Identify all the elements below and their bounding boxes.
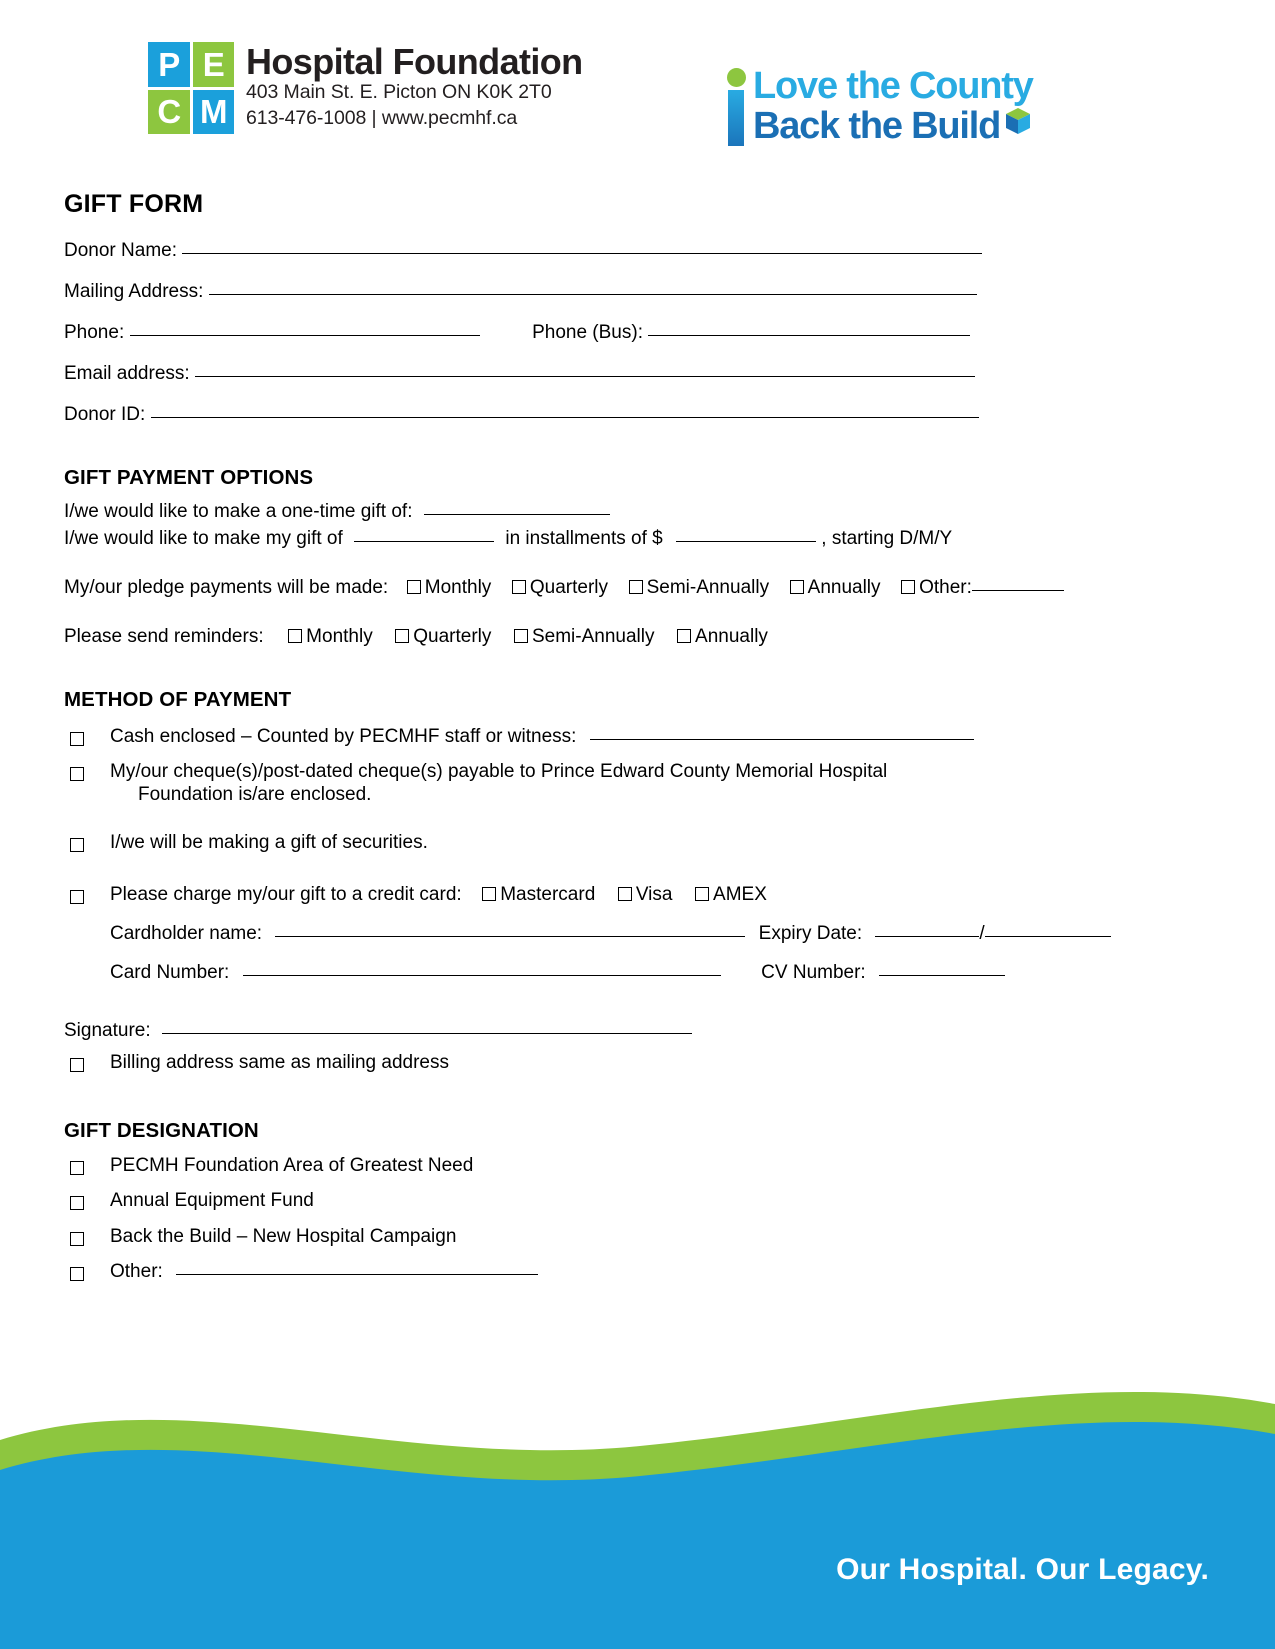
logo-text-block [246,42,583,132]
row-signature [64,1021,1211,1040]
checkbox-pledge-monthly[interactable] [407,580,421,594]
checkbox-reminder-annually[interactable] [677,629,691,643]
row-installment-gift [64,529,1211,548]
checkbox-col [64,1261,110,1286]
checkbox-reminder-semi-annually[interactable] [514,629,528,643]
pecm-letter-e: E [193,42,235,87]
field-mailing-address [64,282,1211,301]
section-heading-method-of-payment: METHOD OF PAYMENT [64,688,292,711]
row-cardholder-name [64,923,1211,946]
label-pledge-semi-annually: Semi-Annually [646,577,770,598]
phone-bus-input[interactable] [648,335,970,336]
label-cheque-line-2: Foundation is/are enclosed. [138,783,372,805]
cardholder-name-input[interactable] [275,936,745,937]
email-address-input[interactable] [195,376,975,377]
mailing-address-input[interactable] [209,294,977,295]
field-label-phone: Phone: [64,322,125,343]
label-reminder-annually: Annually [695,626,768,647]
page-header [0,32,1275,152]
checkbox-col [64,1155,110,1180]
designation-back-the-build [64,1226,1211,1251]
payment-method-securities [64,832,1211,857]
phone-input[interactable] [130,335,480,336]
label-annual-equipment-fund: Annual Equipment Fund [110,1190,314,1212]
organization-contact: 613-476-1008 | www.pecmhf.ca [246,107,518,130]
label-installment-mid: in installments of $ [505,528,663,549]
label-installment-suffix: , starting D/M/Y [821,528,953,549]
pledge-other-input[interactable] [972,590,1064,591]
field-label-donor-name: Donor Name: [64,240,177,261]
row-one-time-gift [64,502,1211,521]
page-title: GIFT FORM [64,190,204,218]
label-card-visa: Visa [635,883,673,905]
cash-witness-input[interactable] [590,739,974,740]
label-billing-same-as-mailing: Billing address same as mailing address [110,1051,449,1073]
checkbox-col [64,832,110,857]
organization-address: 403 Main St. E. Picton ON K0K 2T0 [246,81,552,104]
checkbox-card-visa[interactable] [618,887,632,901]
section-heading-gift-designation: GIFT DESIGNATION [64,1119,259,1143]
installment-amount-input[interactable] [676,541,816,542]
payment-method-cash [64,726,1211,751]
organization-name: Hospital Foundation [246,41,583,82]
pecm-letter-c: C [148,90,190,135]
row-pledge-frequency [64,578,1211,597]
footer-tagline: Our Hospital. Our Legacy. [836,1553,1209,1586]
field-label-mailing-address: Mailing Address: [64,281,204,302]
label-installment-prefix: I/we would like to make my gift of [64,528,343,549]
i-stem-icon [728,90,744,146]
label-area-of-greatest-need: PECMH Foundation Area of Greatest Need [110,1155,474,1177]
field-donor-name [64,241,1211,260]
donor-id-input[interactable] [151,417,979,418]
cv-number-input[interactable] [879,975,1005,976]
field-phone-row [64,323,1211,342]
signature-input[interactable] [162,1033,692,1034]
payment-method-credit-card-text [110,884,1211,906]
checkbox-annual-equipment-fund[interactable] [70,1196,84,1210]
campaign-line-2: Back the Build [753,105,1001,148]
form-sheet [0,190,1275,1287]
label-signature: Signature: [64,1019,151,1041]
pecm-letter-m: M [193,90,235,135]
checkbox-card-mastercard[interactable] [482,887,496,901]
campaign-line-1: Love the County [753,65,1033,107]
checkbox-gift-of-securities[interactable] [70,838,84,852]
designation-other-text [110,1261,1211,1283]
designation-other [64,1261,1211,1286]
row-billing-same [64,1052,1211,1077]
checkbox-billing-same-as-mailing[interactable] [70,1058,84,1072]
checkbox-reminder-quarterly[interactable] [395,629,409,643]
checkbox-cash-enclosed[interactable] [70,732,84,746]
page-footer [0,1374,1275,1649]
pecm-logo-mark [148,42,234,134]
installment-total-input[interactable] [354,541,494,542]
expiry-separator: / [979,923,985,945]
checkbox-credit-card[interactable] [70,890,84,904]
checkbox-reminder-monthly[interactable] [288,629,302,643]
label-pledge-other: Other: [919,577,972,598]
label-reminder-semi-annually: Semi-Annually [531,626,655,647]
i-dot-icon [727,68,746,87]
label-card-amex: AMEX [713,883,767,905]
row-reminders [64,627,1211,646]
label-reminder-monthly: Monthly [306,626,373,647]
label-card-mastercard: Mastercard [500,883,596,905]
label-reminders: Please send reminders: [64,626,264,647]
field-label-email-address: Email address: [64,363,190,384]
field-label-donor-id: Donor ID: [64,404,146,425]
label-reminder-quarterly: Quarterly [413,626,492,647]
checkbox-col [64,1226,110,1251]
checkbox-pledge-quarterly[interactable] [512,580,526,594]
designation-equipment-fund [64,1190,1211,1215]
label-cash-enclosed: Cash enclosed – Counted by PECMHF staff or witness: [110,726,577,747]
label-pledge-frequency: My/our pledge payments will be made: [64,577,389,598]
designation-greatest-need [64,1155,1211,1180]
pecmhf-logo [148,42,583,134]
pecm-letter-p: P [148,42,190,87]
designation-other-input[interactable] [176,1274,538,1275]
one-time-gift-amount-input[interactable] [424,514,610,515]
checkbox-designation-other[interactable] [70,1267,84,1281]
section-heading-gift-payment-options: GIFT PAYMENT OPTIONS [64,466,314,489]
i-love-the-county-logo [726,65,1033,148]
label-back-the-build: Back the Build – New Hospital Campaign [110,1225,457,1247]
field-email-address [64,364,1211,383]
cube-icon [1003,105,1033,143]
checkbox-card-amex[interactable] [695,887,709,901]
checkbox-col [64,761,110,786]
label-cheque-line-1: My/our cheque(s)/post-dated cheque(s) payable to Prince Edward County Memorial Hospital [110,761,888,783]
donor-name-input[interactable] [182,253,982,254]
checkbox-pledge-annually[interactable] [790,580,804,594]
checkbox-pledge-semi-annually[interactable] [629,580,643,594]
row-card-number [64,962,1211,985]
label-one-time-gift: I/we would like to make a one-time gift of: [64,501,413,522]
checkbox-area-of-greatest-need[interactable] [70,1161,84,1175]
payment-method-cash-text [110,726,1211,748]
label-cardholder-name: Cardholder name: [110,923,263,945]
payment-method-cheque [64,761,1211,806]
label-expiry-date: Expiry Date: [758,923,863,945]
checkbox-col [64,1052,110,1077]
checkbox-cheque-enclosed[interactable] [70,767,84,781]
label-gift-of-securities: I/we will be making a gift of securities. [110,832,428,854]
checkbox-col [64,1190,110,1215]
checkbox-col [64,884,110,909]
label-designation-other: Other: [110,1261,163,1283]
payment-method-cheque-text [110,761,1211,806]
campaign-line-2-wrap [753,105,1033,148]
label-card-number: Card Number: [110,961,230,983]
expiry-month-input[interactable] [875,936,979,937]
expiry-year-input[interactable] [985,936,1111,937]
checkbox-col [64,726,110,751]
checkbox-pledge-other[interactable] [901,580,915,594]
field-label-phone-bus: Phone (Bus): [532,322,643,343]
label-pledge-annually: Annually [807,577,881,598]
label-cv-number: CV Number: [761,961,866,983]
label-credit-card: Please charge my/our gift to a credit card: [110,883,462,905]
label-pledge-quarterly: Quarterly [529,577,609,598]
card-number-input[interactable] [243,975,721,976]
checkbox-back-the-build[interactable] [70,1232,84,1246]
field-donor-id [64,405,1211,424]
label-pledge-monthly: Monthly [424,577,492,598]
payment-method-credit-card [64,884,1211,909]
lowercase-i-icon [726,68,746,146]
campaign-logo-words [753,65,1033,148]
